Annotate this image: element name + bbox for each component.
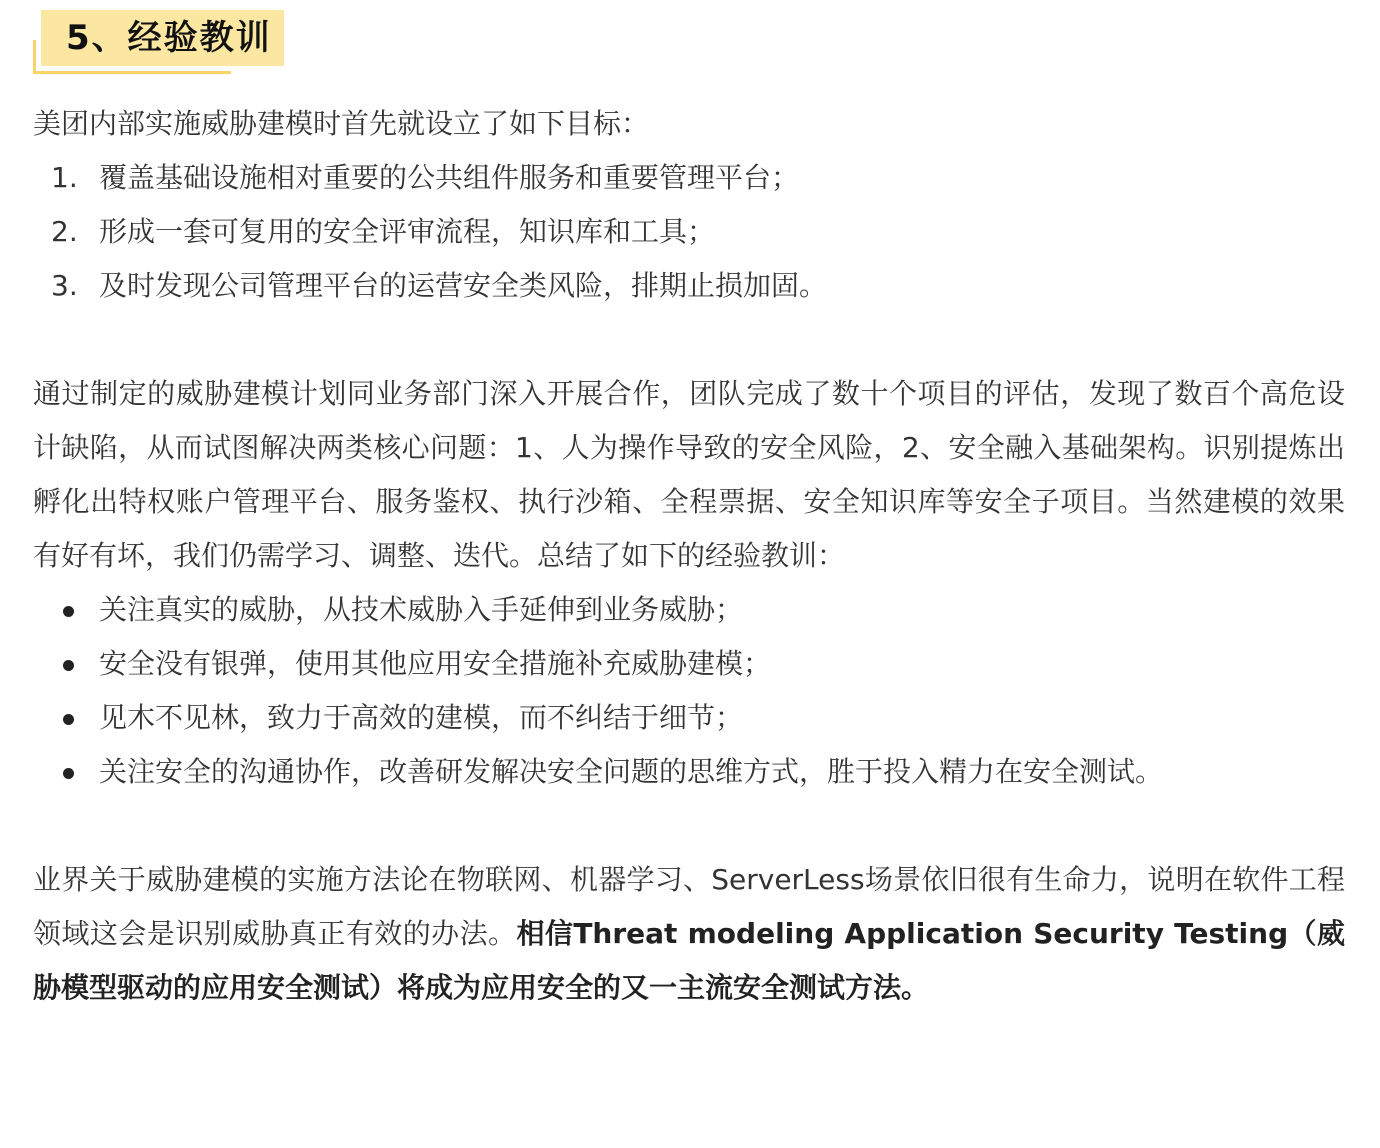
blank-line bbox=[33, 313, 1345, 367]
blank-line bbox=[33, 799, 1345, 853]
list-item bbox=[33, 745, 1345, 799]
section-heading-block bbox=[33, 0, 1345, 80]
list-item-text: 形成一套可复用的安全评审流程，知识库和工具； bbox=[99, 215, 716, 248]
list-item bbox=[33, 637, 1345, 691]
list-item bbox=[33, 583, 1345, 637]
lessons-list bbox=[33, 583, 1345, 799]
list-item-text: 关注真实的威胁，从技术威胁入手延伸到业务威胁； bbox=[99, 593, 744, 626]
list-item bbox=[33, 205, 1345, 259]
goals-list bbox=[33, 151, 1345, 313]
list-item-text: 关注安全的沟通协作，改善研发解决安全问题的思维方式，胜于投入精力在安全测试。 bbox=[99, 755, 1164, 788]
list-number: 2. bbox=[51, 215, 78, 248]
list-item-text: 及时发现公司管理平台的运营安全类风险，排期止损加固。 bbox=[99, 269, 828, 302]
section-heading: 5、经验教训 bbox=[66, 18, 272, 58]
list-item-text: 见木不见林，致力于高效的建模，而不纠结于细节； bbox=[99, 701, 744, 734]
intro-text: 美团内部实施威胁建模时首先就设立了如下目标： bbox=[33, 107, 650, 140]
paragraph-conclusion bbox=[33, 853, 1345, 1015]
list-number: 3. bbox=[51, 269, 78, 302]
bullet-icon bbox=[63, 606, 74, 617]
bullet-icon bbox=[63, 714, 74, 725]
bullet-icon bbox=[63, 768, 74, 779]
list-item-text: 安全没有银弹，使用其他应用安全措施补充威胁建模； bbox=[99, 647, 772, 680]
list-number: 1. bbox=[51, 161, 78, 194]
article-section bbox=[33, 0, 1345, 1015]
bullet-icon bbox=[63, 660, 74, 671]
conclusion-plain-text: 业界关于威胁建模的实施方法论在物联网、机器学习、ServerLess场景依旧很有生命力，说明在软件工程领域这会是识别威胁真正有效的办法。 bbox=[33, 863, 1345, 950]
list-item bbox=[33, 151, 1345, 205]
list-item bbox=[33, 691, 1345, 745]
paragraph-results: 通过制定的威胁建模计划同业务部门深入开展合作，团队完成了数十个项目的评估，发现了数百个高危设计缺陷，从而试图解决两类核心问题：1、人为操作导致的安全风险，2、安全融入基础架构。识别提炼出孵化出特权账户管理平台、服务鉴权、执行沙箱、全程票据、安全知识库等安全子项目。当然建模的效果有好有坏，我们仍需学习、调整、迭代。总结了如下的经验教训： bbox=[33, 377, 1345, 572]
list-item bbox=[33, 259, 1345, 313]
list-item-text: 覆盖基础设施相对重要的公共组件服务和重要管理平台； bbox=[99, 161, 800, 194]
conclusion-bold-text: 相信Threat modeling Application Security Testing（威胁模型驱动的应用安全测试）将成为应用安全的又一主流安全测试方法。 bbox=[33, 917, 1345, 1004]
